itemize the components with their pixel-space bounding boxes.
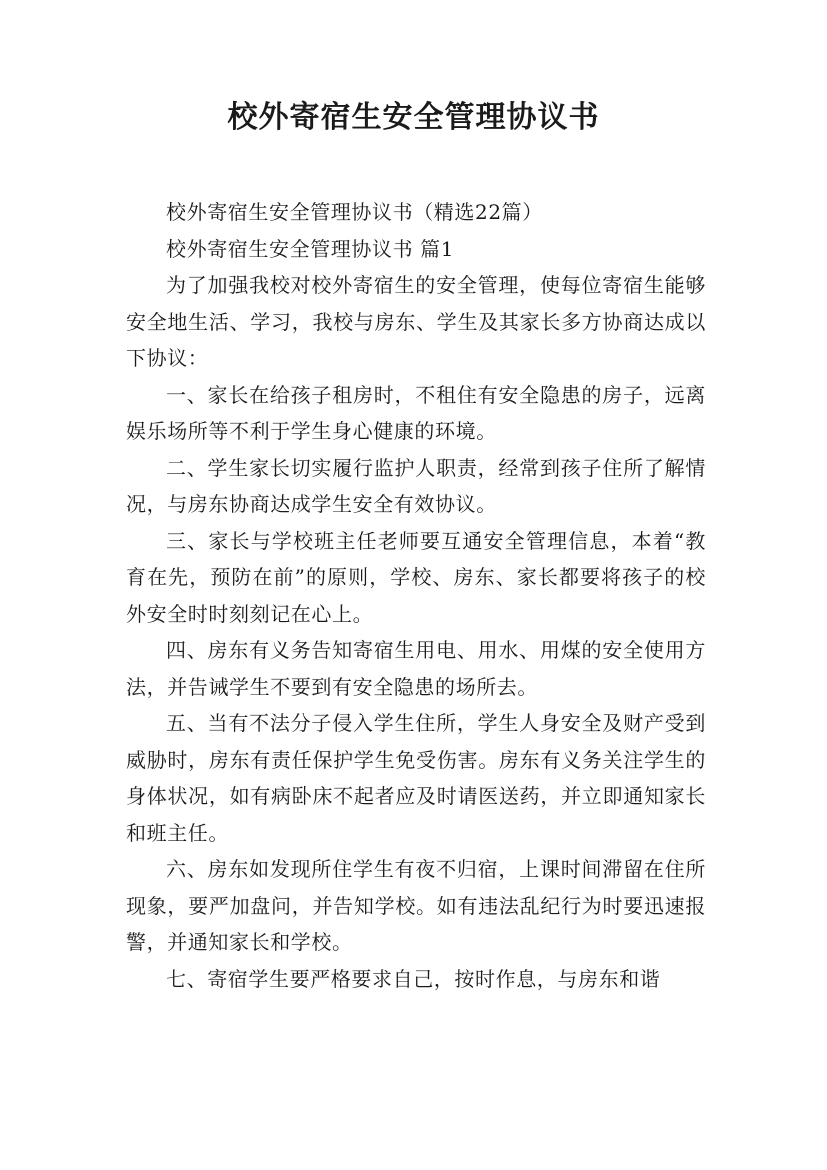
paragraph-clause-7: 七、寄宿学生要严格要求自己，按时作息，与房东和谐 xyxy=(166,966,661,991)
paragraph-clause-2: 二、学生家长切实履行监护人职责，经常到孩子住所了解情况，与房东协商达成学生安全有效协议。 xyxy=(126,455,706,516)
document-body xyxy=(126,194,706,997)
section-heading: 校外寄宿生安全管理协议书 篇1 xyxy=(166,236,455,261)
paragraph-clause-6: 六、房东如发现所住学生有夜不归宿，上课时间滞留在住所现象，要严加盘问，并告知学校。如有违法乱纪行为时要迅速报警，并通知家长和学校。 xyxy=(126,857,706,954)
document-title: 校外寄宿生安全管理协议书 xyxy=(227,100,600,135)
paragraph-clause-3: 三、家长与学校班主任老师要互通安全管理信息，本着“教育在先，预防在前”的原则，学校、房东、家长都要将孩子的校外安全时时刻刻记在心上。 xyxy=(126,528,706,626)
paragraph-clause-4: 四、房东有义务告知寄宿生用电、用水、用煤的安全使用方法，并告诫学生不要到有安全隐患的场所去。 xyxy=(126,638,706,699)
paragraph-clause-1: 一、家长在给孩子租房时，不租住有安全隐患的房子，远离娱乐场所等不利于学生身心健康的环境。 xyxy=(126,382,706,443)
paragraph-clause-5: 五、当有不法分子侵入学生住所，学生人身安全及财产受到威胁时，房东有责任保护学生免受伤害。房东有义务关注学生的身体状况，如有病卧床不起者应及时请医送药，并立即通知家长和班主任。 xyxy=(126,711,706,845)
paragraph-intro: 为了加强我校对校外寄宿生的安全管理，使每位寄宿生能够安全地生活、学习，我校与房东、学生及其家长多方协商达成以下协议： xyxy=(126,273,706,370)
document-subtitle: 校外寄宿生安全管理协议书（精选22篇） xyxy=(166,200,543,224)
